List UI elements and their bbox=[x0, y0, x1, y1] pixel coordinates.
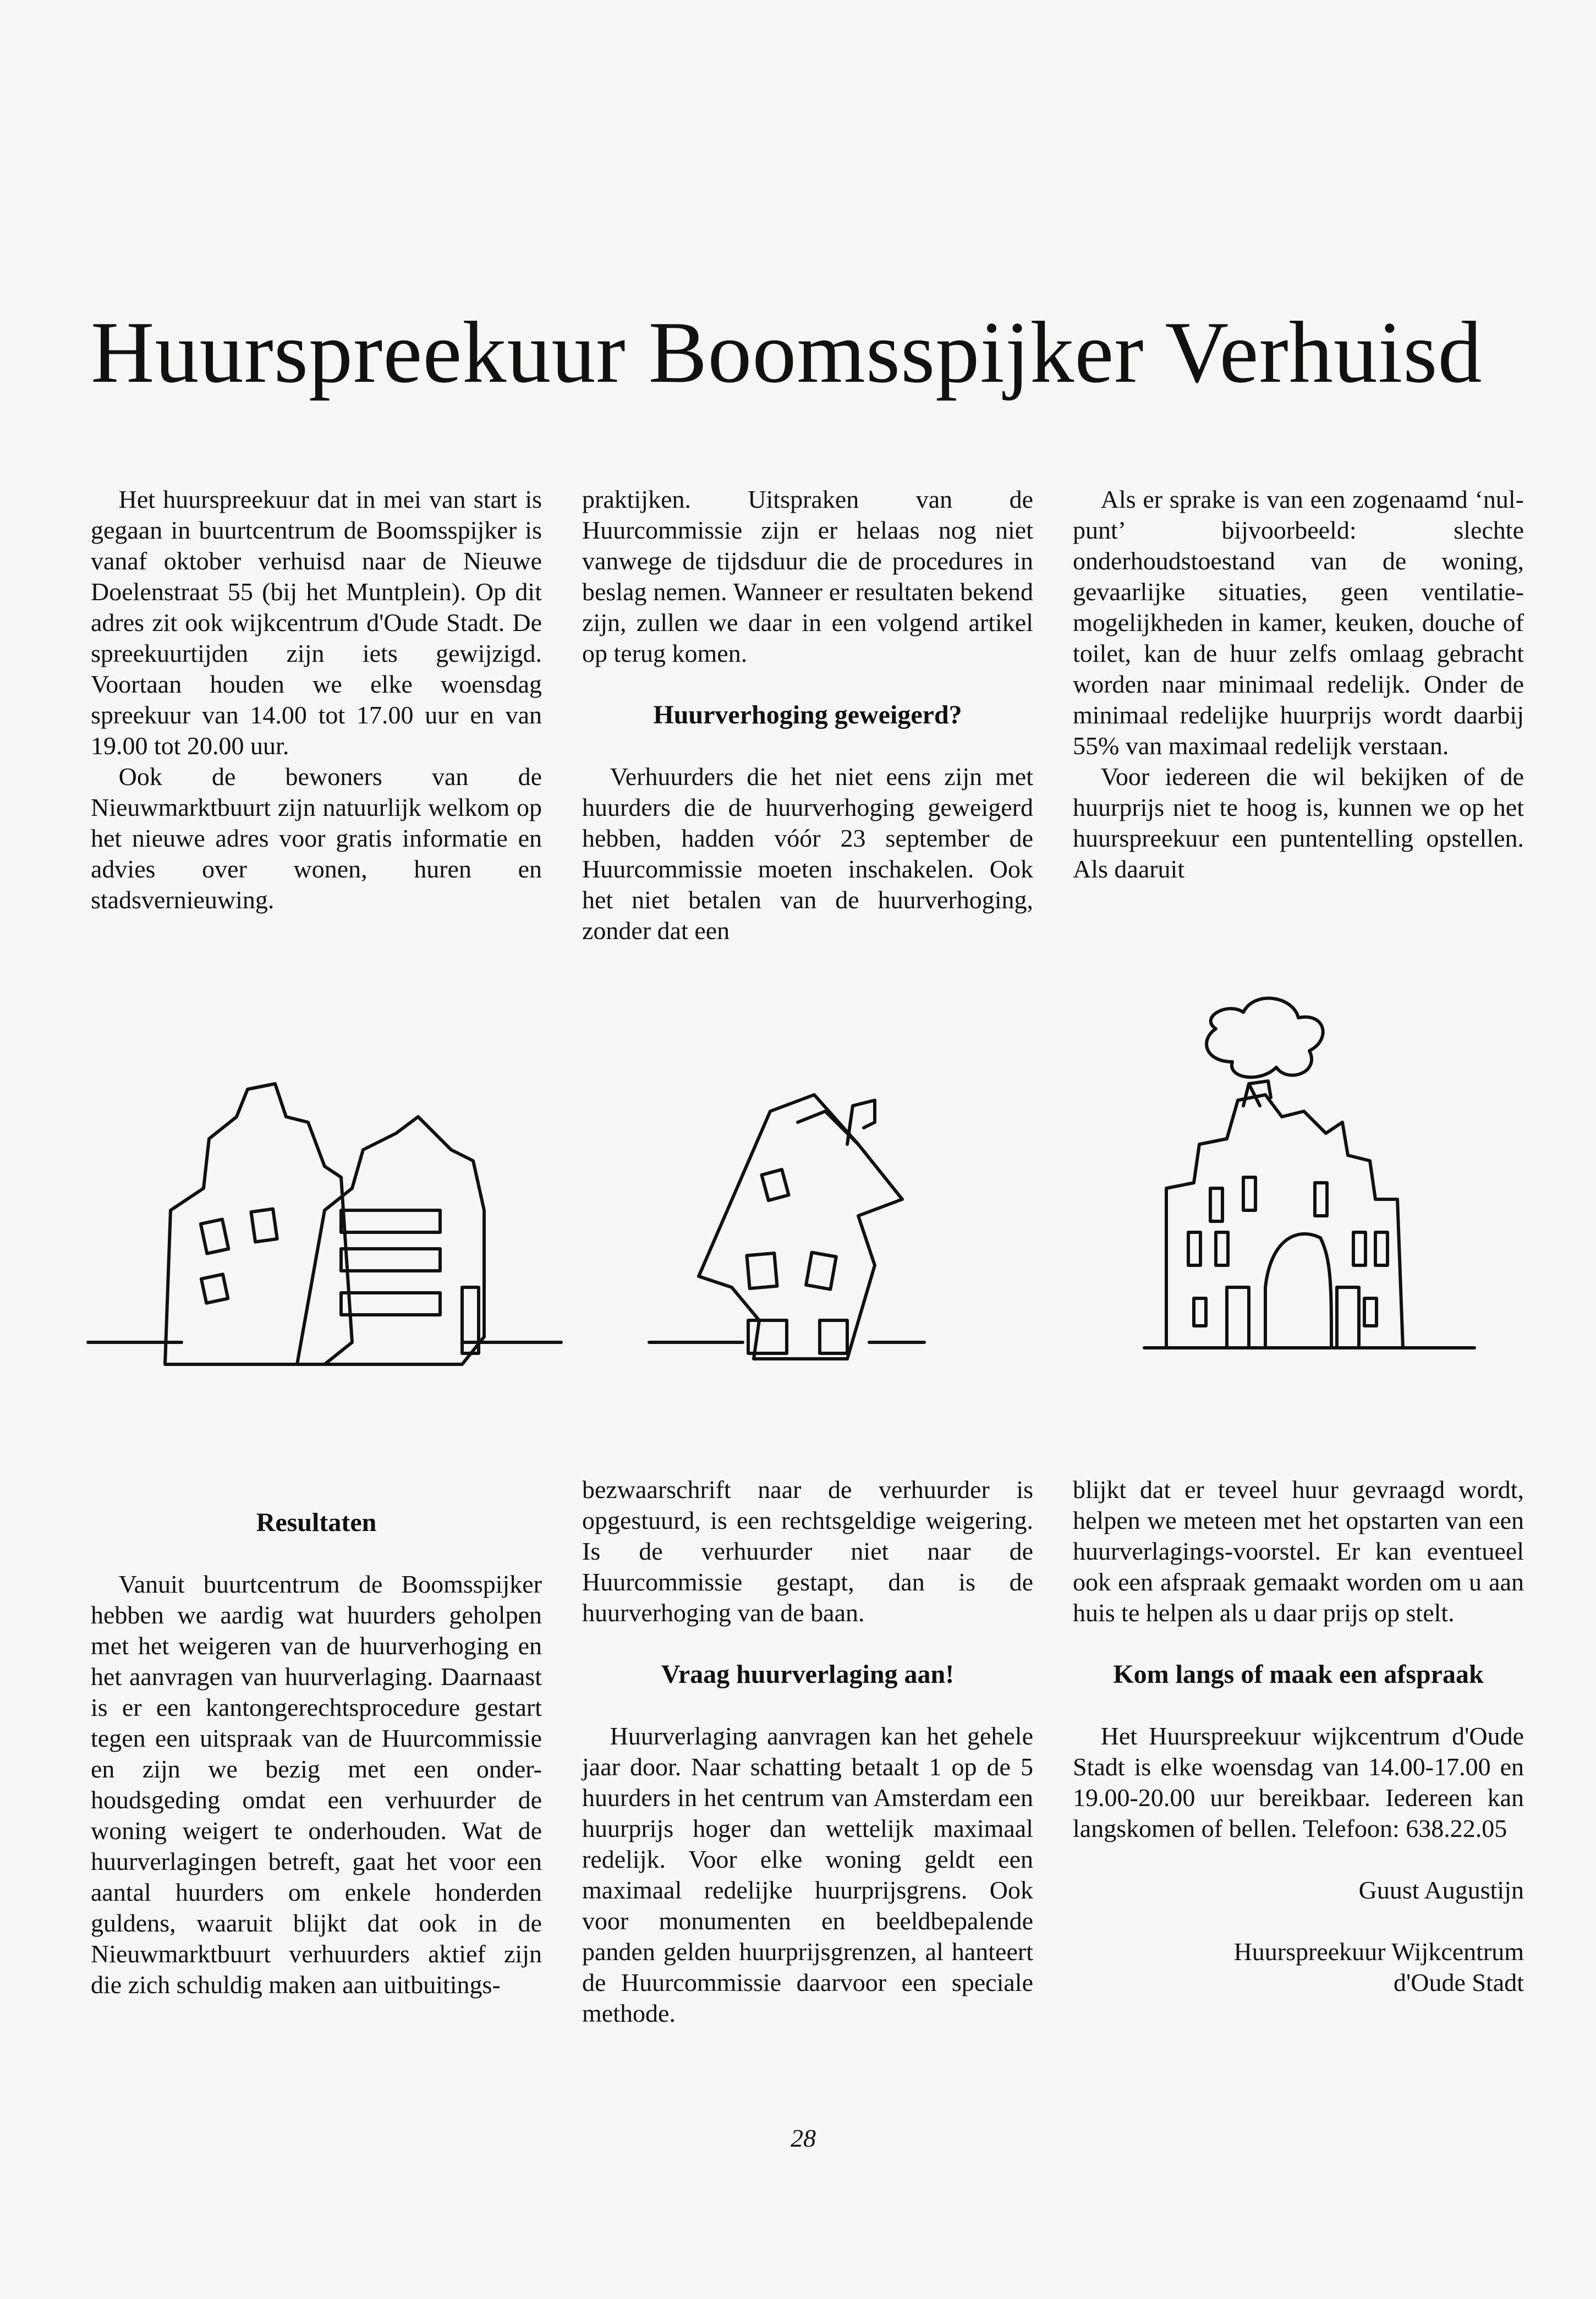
paragraph: Het Huurspreekuur wijkcentrum d'Oude Stadt is elke woensdag van 14.00-17.00 en 19.00-20.00 uur bereikbaar. Iedereen kan langskomen of bellen. Telefoon: 638.22.05 bbox=[1073, 1722, 1524, 1842]
crooked-house-drawing bbox=[649, 1095, 924, 1359]
column-1-top bbox=[91, 484, 542, 915]
paragraph: Ook de bewoners van de Nieuwmarktbuurt zijn natuurlijk welkom op het nieuwe adres voor gratis informatie en advies over wonen, huren en stadsvernieuwing. bbox=[91, 762, 542, 914]
column-3-bottom bbox=[1073, 1474, 1524, 1998]
intro-paragraph: Het huurspreekuur dat in mei van start is gegaan in buurtcentrum de Boomsspijker is vanaf oktober verhuisd naar de Nieuwe Doelenstraat 55 (bij het Muntplein). Op dit adres zit ook wijkcentrum d'Oude Stadt. De spreekuurtijden zijn iets gewijzigd. Voortaan houden we elke woensdag spreekuur van 14.00 tot 17.00 uur en van 19.00 tot 20.00 uur. bbox=[91, 485, 542, 760]
subheading-huurverhoging-geweigerd: Huurverhoging geweigerd? bbox=[653, 700, 962, 729]
house-illustrations bbox=[66, 979, 1529, 1430]
subheading-vraag-huurverlaging-aan: Vraag huurverlaging aan! bbox=[661, 1660, 955, 1689]
paragraph: Voor iedereen die wil bekijken of de huurprijs niet te hoog is, kunnen we op het huurspreekuur een puntentelling opstellen. Als daaruit bbox=[1073, 762, 1524, 883]
paragraph: Verhuurders die het niet eens zijn met huurders die de huurverhoging geweigerd hebben, hadden vóór 23 september de Huurcommissie moeten inschakelen. Ook het niet betalen van de huurverhoging, zonder dat een bbox=[582, 762, 1033, 945]
paragraph: praktijken. Uitspraken van de Huurcommissie zijn er helaas nog niet vanwege de tijdsduur die de procedures in beslag nemen. Wanneer er resultaten bekend zijn, zullen we daar in een volgend artikel op terug komen. bbox=[582, 485, 1033, 667]
paragraph: Huurverlaging aanvragen kan het gehele jaar door. Naar schatting betaalt 1 op de 5 huurders in het centrum van Amsterdam een huurprijs hoger dan wettelijk maximaal redelijk. Voor elke woning geldt een maximaal redelijke huurprijsgrens. Ook voor monumenten en beeldbepalende panden gelden huurprijsgrenzen, al hanteert de Huurcommissie daarvoor een speciale methode. bbox=[582, 1722, 1033, 2027]
leaning-houses-drawing bbox=[88, 1084, 561, 1364]
page-number: 28 bbox=[791, 2124, 816, 2152]
article-headline: Huurspreekuur Boomsspijker Verhuisd bbox=[91, 303, 1483, 401]
column-2-top bbox=[582, 484, 1033, 946]
paragraph: blijkt dat er teveel huur gevraagd wordt, helpen we meteen met het opstarten van een huurverlagings-voorstel. Er kan eventueel ook een afspraak gemaakt worden om u aan huis te helpen als u daar prijs op stelt. bbox=[1073, 1475, 1524, 1627]
author-name: Guust Augustijn bbox=[1358, 1876, 1524, 1904]
paragraph: Vanuit buurtcentrum de Boomsspijker hebben we aardig wat huurders geholpen met het weigeren van de huurverhoging en het aanvragen van huurverlaging. Daarnaast is er een kantongerechtsprocedure gestart tegen een uitspraak van de Huurcommissie en zijn we bezig met een onder-houdsgeding omdat een verhuurder de woning weigert te onderhouden. Wat de huurverlagingen betreft, gaat het voor een aantal huurders om enkele honderden guldens, waaruit blijkt dat ook in de Nieuwmarktbuurt verhuurders aktief zijn die zich schuldig maken aan uitbuitings- bbox=[91, 1570, 542, 1999]
house-with-smoke-drawing bbox=[1144, 998, 1474, 1348]
subheading-resultaten: Resultaten bbox=[256, 1508, 377, 1537]
organization-line-2: d'Oude Stadt bbox=[1394, 1968, 1524, 1996]
column-3-top bbox=[1073, 484, 1524, 885]
column-1-bottom bbox=[91, 1507, 542, 2000]
column-2-bottom bbox=[582, 1474, 1033, 2029]
paragraph: Als er sprake is van een zogenaamd ‘nul-punt’ bijvoorbeeld: slechte onderhoudstoestand van de woning, gevaarlijke situaties, geen ventilatie-mogelijkheden in kamer, keuken, douche of toilet, kan de huur zelfs omlaag gebracht worden naar minimaal redelijk. Onder de minimaal redelijke huurprijs wordt daarbij 55% van maximaal redelijk verstaan. bbox=[1073, 485, 1524, 760]
paragraph: bezwaarschrift naar de verhuurder is opgestuurd, is een rechtsgeldige weigering. Is de verhuurder niet naar de Huurcommissie gestapt, dan is de huurverhoging van de baan. bbox=[582, 1475, 1033, 1627]
organization-line-1: Huurspreekuur Wijkcentrum bbox=[1233, 1938, 1524, 1966]
subheading-kom-langs: Kom langs of maak een afspraak bbox=[1113, 1660, 1484, 1689]
